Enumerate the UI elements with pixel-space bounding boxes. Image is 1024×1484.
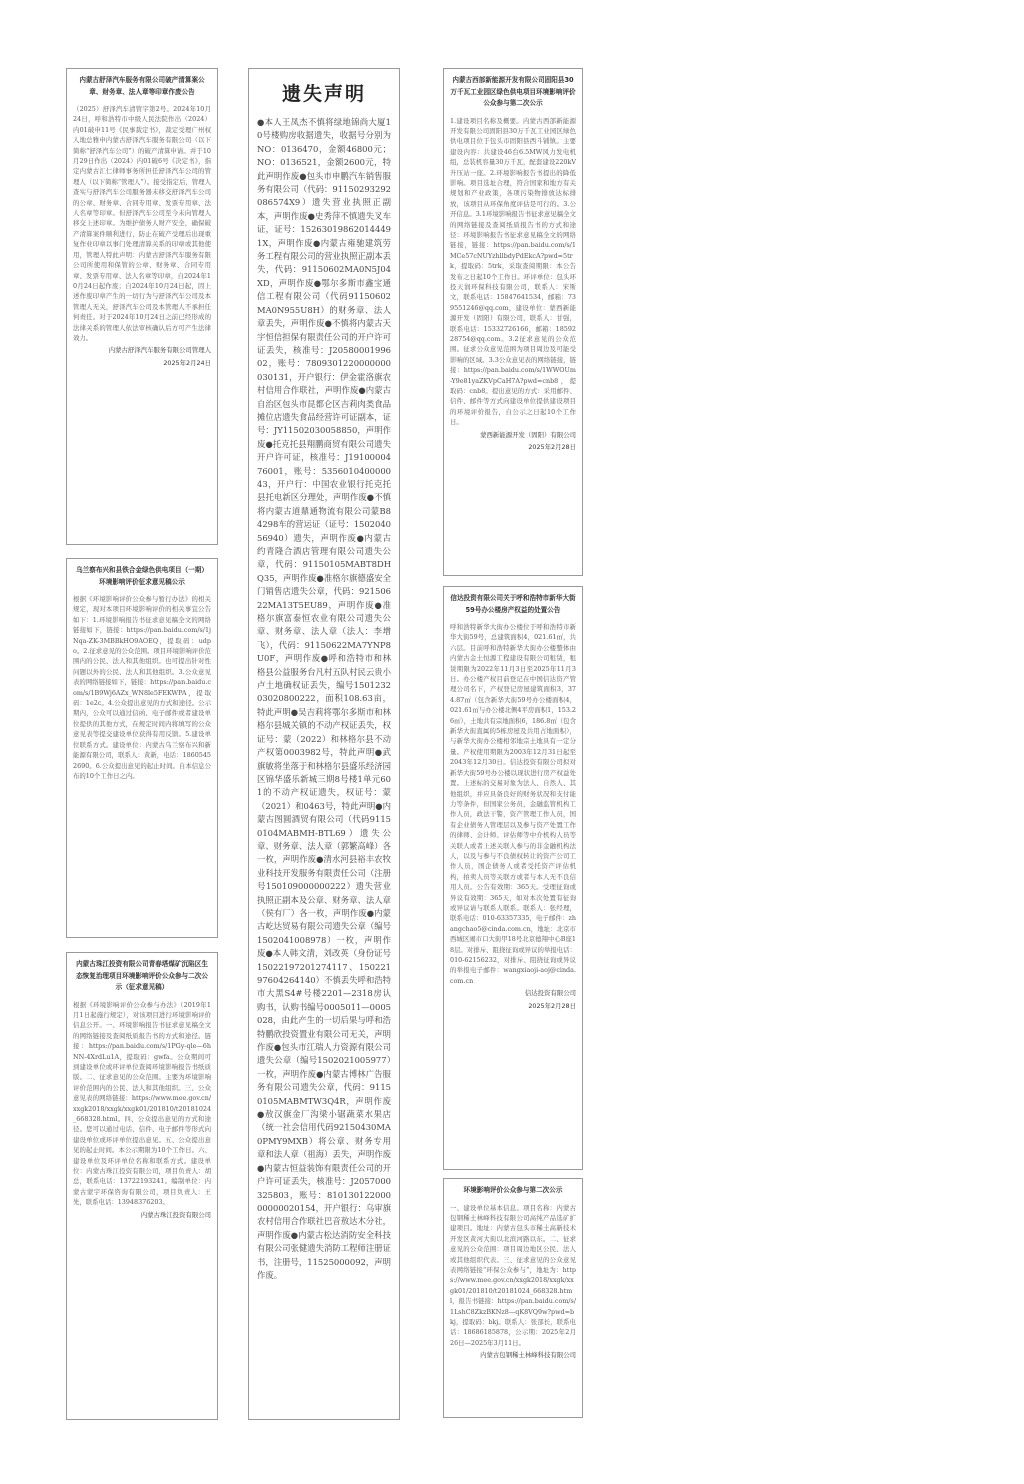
lost-declarations-title: 遗失声明 — [281, 83, 366, 105]
notice-body: （2025）舒泽汽车清管字第2号。2024年10月24日，呼和浩特市中级人民法院作出（2024）内01破申11号《民事裁定书》，裁定受理广州权人地总雅申内蒙古舒泽汽车服务有限公司（以下简称“舒泽汽车公司”）的破产清算申请。并于10月29日作出（2024）内01破6号《决定书》，指定内蒙古汇仁律师事务所担任舒泽汽车公司的管理人（以下简称“管理人”）。接受指定后，管理人查实与舒泽汽车公司服务器未移交舒泽汽车公司的公章、财务章、合同专用章、发票专用章、法人名章等印章。但舒泽汽车公司至今未向管理人移交上述印章。为维护债务人财产安全，确保破产清算案件顺利进行，防止在破产受理后出现重复作业印章以事门处理清算关系的印章或其他使用，管理人特此声明：内蒙古舒泽汽车服务有限公司所使用和保管的公章、财务章、合同专用章、发票专用章、法人名章等印章，自2024年10月24日起作废；自2024年10月24日起，因上述作废印章产生的一切行为与舒泽汽车公司及本管理人无关，舒泽汽车公司及本管理人不承担任何责任。对于2024年10月24日之前已经形成的法律关系的管理人依法审核确认后方可产生法律效力。 — [73, 105, 211, 342]
notice-body: 呼和浩特新华大街办公楼位于呼和浩特市新华大街59号，总建筑面积4，021.61㎡，共六层。目前呼和浩特新华大街办公楼整体由内蒙古金土恒源工程建设有限公司租赁，租赁期限为2022年11月3日至2025年11月3日。办公楼产权目前登记在中国信达资产管理公司名下，产权登记房屋建筑面积3，374.87㎡（包含新华大街59号办公楼面积4，021.61㎡与办公楼北侧4平房面积1，153.26㎡），土地共有宗地面积6，186.8㎡（包含新华大街直属的5栋房屋及共用占地面积），与新华大街办公楼相邻地宗土地具有一定分量。产权使用期限为2003年12月31日起至2043年12月30日。信达投资有限公司拟对新华大街59号办公楼以现状进行房产权益处置。上述标的交易对象为法人、自然人、其他组织，并应具备良好的财务状况和支付能力等条件，但国家公务员，金融监管机构工作人员，政法干警，资产管理工作人员，国有企业债务人管理层以及参与资产处置工作的律师、会计师、评估师等中介机构人员等关联人或者上述关联人参与的非金融机构法人，以及与参与不良债权转让的资产公司工作人员，国企债务人或者受托资产评估机构，拍卖人员等关联方或者与本人无不良信用人员。公告有效期：365天。受理征询或异议有效期：365天，如对本次处置有征询或异议请与联系人联系。联系人：张经理，联系电话：010-63357335，电子邮件：zhangchao5@cinda.com.cn，地址：北京市西城区闹市口大街甲18号北京德翔中心B座18层。对排斥、阻挠征询或异议的举报电话：010-62156232，对排斥、阻挠征询或异议的举报电子邮件：wangxiaoji-aoj@cinda.com.cn — [450, 623, 576, 985]
notice-signature: 内蒙古包钢稀土林峰科技有限公司 — [480, 1351, 576, 1360]
notice-title: 环境影响评价公众参与第二次公示 — [463, 1186, 563, 1194]
notice-body: 一、建设单位基本信息。项目名称：内蒙古包钢稀土林峰科技有限公司高纯产品选矿扩建项目。地址：内蒙古包头市稀土高新技术开发区黄河大街以北滨河路以东。二、征求意见的公众范围：项目周边地区公民、法人或其他组织代表。三、征求意见的公众意见表网络链接“环保公众参与”，地址为：https://www.mee.gov.cn/xxgk2018/xxgk/xxgk01/201810/t20181024_668328.html，报告书链接：https://pan.baidu.com/s/1LshC8ZkzBKNz8—qK8VQ9w?pwd=bkj，提取码：bkj。联系人：张部长，联系电话：18686185878，公示期：2025年2月26日—2025年3月11日。 — [450, 1203, 576, 1347]
notice-cinda-property — [443, 586, 583, 1170]
notice-title: 乌兰察布兴和县铁合金绿色供电项目（一期）环境影响评价征求意见稿公示 — [76, 566, 208, 586]
notice-signature: 信达投资有限公司 — [524, 989, 576, 998]
notice-signature: 内蒙古舒泽汽车服务有限公司管理人 — [108, 346, 211, 355]
notice-date: 2025年2月28日 — [528, 1001, 576, 1010]
notice-xinghe-eia — [66, 558, 218, 938]
lost-declarations — [248, 68, 400, 1420]
notice-title: 内蒙古珠江投资有限公司青春塔煤矿沉陷区生态恢复治理项目环境影响评价公众参与二次公示（征求意见稿） — [76, 960, 208, 991]
notice-linfeng-eia — [443, 1178, 583, 1418]
notice-date: 2025年2月28日 — [528, 443, 576, 452]
notice-signature: 蒙西新能源开发（固阳）有限公司 — [480, 430, 576, 439]
notice-date: 2025年2月24日 — [163, 358, 211, 367]
notice-title: 信达投资有限公司关于呼和浩特市新华大街59号办公楼房产权益的处置公告 — [450, 594, 576, 614]
lost-declarations-body: ●本人王凤杰不慎将绿地锦尚大厦10号楼购房收据遗失，收据号分别为NO：0136470，金额46800元；NO：0136521，金额2600元，特此声明作废●包头市申鹏汽车销售服务有限公司（代码：91150293292086574X9）遗失营业执照正副本，声明作废●史秀萍不慎遗失叉车证，证号：152630198620144491X，声明作废●内蒙古雍驰建筑劳务工程有限公司的营业执照正副本丢失，代码：91150602MA0N5J04XD，声明作废●鄂尔多斯市鑫宝通信工程有限公司（代码91150602MA0N955U8H）的财务章、法人章丢失，声明作废●不慎将内蒙古天宇恒信担保有限责任公司的开户许可证丢失，核准号：J2058000199602，账号：7809301220000000030131，开户银行：伊金霍洛旗农村信用合作联社，声明作废●内蒙古自治区包头市昆都仑区吉莉肉类食品摊位店遗失食品经营许可证副本，证号：JY11502030058850，声明作废●托克托县翔鹏商贸有限公司遗失开户许可证，核准号：J1910000476001，账号：535601040000043，开户行：中国农业银行托克托县托电新区分理处，声明作废●不慎将内蒙古道鼎通物流有限公司蒙B84298车的营运证（证号：150204056940）遗失，声明作废●内蒙古约青隆合酒店管理有限公司遗失公章，代码：91150105MABT8DHQ35，声明作废●准格尔旗德盛安全门销售店遗失公章，代码：92150622MA13T5EU89，声明作废●准格尔旗富泰恒农业有限公司遗失公章、财务章、法人章（法人：李增飞），代码：91150622MA7YNP8U0F，声明作废●呼和浩特市和林格县公益服务台凡村五队村民云贵小卢土地确权证丢失，编号150123203020800222，面积108.63亩，特此声明●吴吉莉将鄂尔多斯市和林格尔县城关镇的不动产权证丢失，权证号：蒙（2022）和林格尔县不动产权第0003982号，特此声明●武旗敏将坐落于和林格尔县盛乐经济园区锦华盛乐新城三期8号楼1单元601的不动产权证遗失，权证号：蒙（2021）和0463号，特此声明●内蒙古图圆酒贸有限公司（代码91150104MABMH-BTL69）遗失公章、财务章、法人章（郭繁高峰）各一枚，声明作废●清水河县裕丰农牧业科技开发服务有限责任公司（注册号150109000000222）遗失营业执照正副本及公章、财务章、法人章（侯有厂）各一枚，声明作废●内蒙古屹达贸易有限公司遗失公章（编号1502041008978）一枚，声明作废●本人韩文清，刘改英（身份证号15022197201274117、15022197604264140）不慎丢失呼和浩特市大黑S4#号楼2201—2318房认购书，认购书编号0005011—0005028，由此产生的一切后果与呼和浩特鹏欣投资置业有限公司无关，声明作废●包头市江瑞人力资源有限公司遗失公章（编号1502021005977）一枚，声明作废●内蒙古博林广告服务有限公司遗失公章，代码：91150105MABMTW3Q4R，声明作废●敖汉旗金厂沟梁小锯蔬菜水果店（统一社会信用代码92150430MA0PMY9MXB）将公章、财务专用章和法人章（祖海）丢失，声明作废●内蒙古恒益装饰有限责任公司的开户许可证丢失，核准号：J2057000325803，账号：81013012200000000020154，开户银行：乌审旗农村信用合作联社巴音敖达木分社，声明作废●内蒙古松达消防安全科技有限公司张健遗失消防工程师注册证书，注册号，11525000092，声明作废。 — [257, 117, 391, 1280]
notice-zhujiang-eia — [66, 952, 218, 1420]
notice-title: 内蒙古西部新能源开发有限公司固阳县30万千瓦工业园区绿色供电项目环境影响评价公众参与第二次公示 — [450, 76, 576, 107]
notice-body: 根据《环境影响评价公众参与暂行办法》的相关规定，现对本项目环境影响评价的相关事宜公告如下：1.环境影响报告书征求意见稿全文的网络链接如下，链接：https://pan.baidu.com/s/1jNqa-ZK-3MBBkHO9AOEQ，提取码：udpo。2.征求意见的公众范围。项目环境影响评价范围内的公民、法人和其他组织。也可提出针对性问题以外的公民、法人和其他组织。3.公众意见表的网络链接如下，链接：https://pan.baidu.com/s/1B9Wj6AZx_WN8le5FEKWPA，提取码：1e2c。4.公众提出意见的方式和途径。公示期内，公众可以通过信函、电子邮件或者建设单位提供的其他方式，在规定时间内将填写的公众意见表等提交建设单位获得有用反馈。5.建设单位联系方式。建设单位：内蒙古乌兰察布兴和新能源有限公司，联系人：黄新，电话：18605452690。6.公众提出意见的起止时间。自本信息公布的10个工作日之内。 — [73, 595, 211, 780]
notice-shuze-seal-void — [66, 68, 218, 545]
notice-title: 内蒙古舒泽汽车服务有限公司破产清算案公章、财务章、法人章等印章作废公告 — [79, 76, 205, 96]
notice-signature: 内蒙古珠江投资有限公司 — [140, 1210, 211, 1219]
notice-body: 1.建设项目名称及概要。内蒙古西部新能源开发有限公司固阳县30万千瓦工业园区绿色供电项目位于包头市固阳县西斗铺镇。主要建设内容：共建设46台6.5MW风力发电机组，总装机容量30万千瓦，配套建设220kV升压站一座。2.环境影响报告书提出的降低影响。项目选址合理，符合国家和地方有关规划和产业政策，各项污染物排放达标排放，该项目从环保角度评估是可行的。3.公开信息。3.1环境影响报告书征求意见稿全文的网络链接及查阅纸质报告书的方式和途径：环境影响报告书征求意见稿全文的网络链接，链接：https://pan.baidu.com/s/1MCe57cNUYzhllbdyPdEkcA?pwd=5trk，提取码：5trk，采取查阅期限：本公告发布之日起10个工作日。环评单位：包头环投天润环保科技有限公司，联系人：宋斯文，联系电话：15847641534，邮箱：739551246@qq.com，建设单位：蒙西新能源开发（固阳）有限公司，联系人：甘强，联系电话：15332726166，邮箱：1859228754@qq.com。3.2征求意见的公众范围。征求公众意见范围为项目周边及可能受影响的区域。3.3公众意见表的网络链接，链接：https://pan.baidu.com/s/1WWOUm-Y9e81yaZKVpCaH7A?pwd=cnb8，提取码：cnb8。提出意见的方式：采用邮件、信件、邮件等方式向建设单位提供建设项目的环境评价报告，自公示之日起10个工作日。 — [450, 116, 576, 427]
notice-mengxi-eia — [443, 68, 583, 576]
notice-body: 根据《环境影响评价公众参与办法》（2019年1月1日起施行规定），对该项目进行环境影响评价信息公开。一、环境影响报告书征求意见稿全文的网络链接及查阅纸质报告书的方式和途径。链接：https://pan.baidu.com/s/1PGy-qle—6hNN-4XrdLu1A，提取码：gwfa。公众期间可到建设单位或环评单位查阅环境影响报告书纸质版。二、征求意见的公众范围。主要为环境影响评价范围内的公民、法人和其他组织。三、公众意见表的网络链接：https://www.mee.gov.cn/xxgk2018/xxgk/xxgk01/201810/t20181024_668328.html。四、公众提出意见的方式和途径。您可以通过电话、信件、电子邮件等形式向建设单位或环评单位提出意见。五、公众提出意见的起止时间。本公示期限为10个工作日。六、建设单位及环评单位名称和联系方式。建设单位：内蒙古珠江投资有限公司，项目负责人：胡总，联系电话：13722193241。编制单位：内蒙古蒙宇环保咨询有限公司，项目负责人：王先，联系电话：13948376203。 — [73, 1000, 212, 1207]
